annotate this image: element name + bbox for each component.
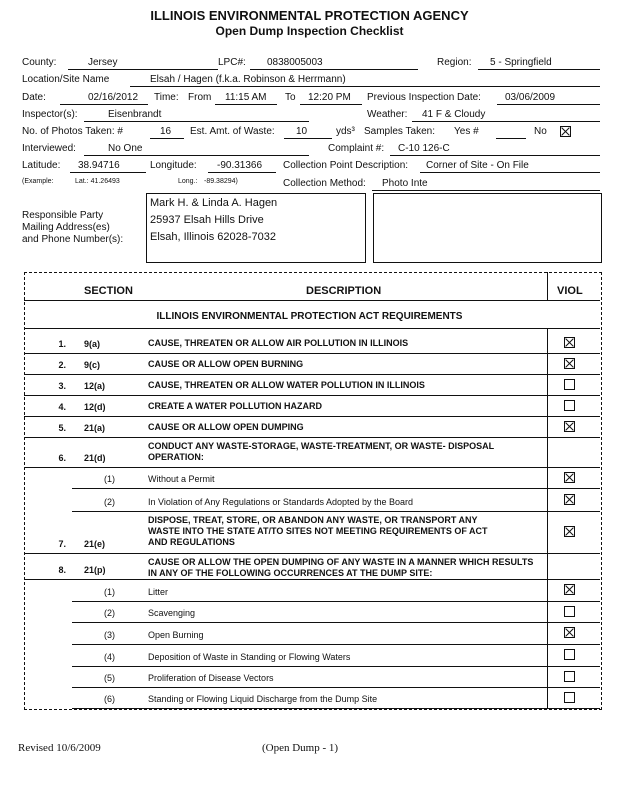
inspector-label: Inspector(s):	[22, 109, 78, 120]
samples-no-checkbox[interactable]	[560, 126, 571, 137]
row-divider	[72, 666, 600, 667]
violation-checkbox[interactable]	[564, 671, 575, 682]
date-label: Date:	[22, 92, 46, 103]
violation-checkbox[interactable]	[564, 358, 575, 369]
cp-method-label: Collection Method:	[283, 178, 366, 189]
example-long-label: Long.:	[178, 178, 198, 185]
row-section: 21(p)	[84, 565, 106, 575]
row-divider	[72, 511, 600, 512]
to-label: To	[285, 92, 296, 103]
waste-label: Est. Amt. of Waste:	[190, 126, 275, 137]
interviewed-label: Interviewed:	[22, 143, 76, 154]
row-divider	[24, 374, 600, 375]
act-banner: ILLINOIS ENVIRONMENTAL PROTECTION ACT REQUIREMENTS	[156, 311, 463, 322]
party-label-3: and Phone Number(s):	[22, 234, 124, 245]
party-line-2: 25937 Elsah Hills Drive	[150, 214, 264, 226]
violation-checkbox[interactable]	[564, 692, 575, 703]
row-divider	[24, 416, 600, 417]
violation-checkbox[interactable]	[564, 526, 575, 537]
example-long: -89.38294)	[204, 178, 238, 185]
samples-label: Samples Taken:	[364, 126, 435, 137]
row-divider	[24, 437, 600, 438]
row-section: 21(e)	[84, 539, 106, 549]
region-value[interactable]: 5 - Springfield	[490, 57, 552, 68]
violation-checkbox[interactable]	[564, 337, 575, 348]
party-label-2: Mailing Address(es)	[22, 222, 110, 233]
row-divider	[24, 395, 600, 396]
example-lat: Lat.: 41.26493	[75, 178, 120, 185]
previous-inspection-label: Previous Inspection Date:	[367, 92, 481, 103]
time-label: Time:	[154, 92, 179, 103]
example-label: (Example:	[22, 178, 54, 185]
sub-description: Deposition of Waste in Standing or Flowing Waters	[148, 652, 351, 662]
waste-unit: yds³	[336, 126, 355, 137]
row-description-line: OPERATION:	[148, 452, 204, 462]
secondary-party-box[interactable]	[373, 193, 602, 263]
interviewed-value[interactable]: No One	[108, 143, 143, 154]
location-label: Location/Site Name	[22, 74, 110, 85]
latitude-label: Latitude:	[22, 160, 61, 171]
row-number: 2.	[58, 360, 66, 370]
row-description-line: AND REGULATIONS	[148, 537, 235, 547]
location-value[interactable]: Elsah / Hagen (f.k.a. Robinson & Herrmann)	[150, 74, 346, 85]
violation-checkbox[interactable]	[564, 584, 575, 595]
lpc-value[interactable]: 0838005003	[267, 57, 323, 68]
samples-yes-label: Yes #	[454, 126, 479, 137]
violation-checkbox[interactable]	[564, 494, 575, 505]
sub-description: Standing or Flowing Liquid Discharge from the Dump Site	[148, 694, 378, 704]
party-label-1: Responsible Party	[22, 210, 104, 221]
complaint-value[interactable]: C-10 126-C	[398, 143, 450, 154]
row-divider	[24, 467, 600, 468]
sub-description: In Violation of Any Regulations or Standards Adopted by the Board	[148, 497, 414, 507]
cp-method-value[interactable]: Photo Inte	[382, 178, 428, 189]
row-number: 5.	[58, 423, 66, 433]
from-label: From	[188, 92, 212, 103]
weather-label: Weather:	[367, 109, 408, 120]
date-value[interactable]: 02/16/2012	[88, 92, 139, 103]
row-divider	[72, 687, 600, 688]
responsible-party-box[interactable]	[146, 193, 366, 263]
violation-checkbox[interactable]	[564, 379, 575, 390]
row-number: 6.	[58, 453, 66, 463]
col-section: SECTION	[84, 285, 133, 297]
row-section: 12(d)	[84, 402, 106, 412]
time-from-value[interactable]: 11:15 AM	[225, 92, 267, 103]
sub-description: Proliferation of Disease Vectors	[148, 673, 274, 683]
col-description: DESCRIPTION	[306, 285, 382, 297]
row-divider	[24, 579, 600, 580]
previous-inspection-value[interactable]: 03/06/2009	[505, 92, 556, 103]
sub-number: (1)	[104, 474, 115, 484]
sub-number: (6)	[104, 694, 115, 704]
lpc-label: LPC#:	[218, 57, 246, 68]
page-label: (Open Dump - 1)	[262, 742, 339, 754]
row-number: 8.	[58, 565, 66, 575]
row-section: 9(c)	[84, 360, 101, 370]
latitude-value[interactable]: 38.94716	[78, 160, 120, 171]
sub-number: (3)	[104, 630, 115, 640]
form-title: Open Dump Inspection Checklist	[215, 24, 404, 38]
waste-value[interactable]: 10	[296, 126, 308, 137]
row-description: CREATE A WATER POLLUTION HAZARD	[148, 401, 322, 411]
row-divider	[24, 353, 600, 354]
row-divider	[72, 644, 600, 645]
sub-number: (4)	[104, 652, 115, 662]
party-line-1: Mark H. & Linda A. Hagen	[150, 197, 278, 209]
violation-checkbox[interactable]	[564, 400, 575, 411]
sub-number: (2)	[104, 608, 115, 618]
row-number: 7.	[58, 539, 66, 549]
row-number: 1.	[58, 339, 66, 349]
row-number: 4.	[58, 402, 66, 412]
photos-value[interactable]: 16	[160, 126, 172, 137]
cp-description-label: Collection Point Description:	[283, 160, 409, 171]
row-divider	[24, 553, 600, 554]
inspector-value[interactable]: Eisenbrandt	[108, 109, 162, 120]
row-description: CAUSE OR ALLOW OPEN BURNING	[148, 359, 304, 369]
row-section: 21(d)	[84, 453, 106, 463]
complaint-label: Complaint #:	[328, 143, 385, 154]
row-number: 3.	[58, 381, 66, 391]
violation-checkbox[interactable]	[564, 649, 575, 660]
photos-label: No. of Photos Taken: #	[22, 126, 123, 137]
party-line-3: Elsah, Illinois 62028-7032	[150, 231, 276, 243]
sub-description: Open Burning	[148, 630, 204, 640]
sub-description: Scavenging	[148, 608, 196, 618]
violation-checkbox[interactable]	[564, 606, 575, 617]
sub-number: (2)	[104, 497, 115, 507]
violation-checkbox[interactable]	[564, 472, 575, 483]
violation-checkbox[interactable]	[564, 627, 575, 638]
row-divider	[72, 708, 600, 709]
row-description-line: DISPOSE, TREAT, STORE, OR ABANDON ANY WASTE, OR TRANSPORT ANY	[148, 515, 478, 525]
row-divider	[72, 601, 600, 602]
row-description-line: CONDUCT ANY WASTE-STORAGE, WASTE-TREATMENT, OR WASTE- DISPOSAL	[148, 441, 495, 451]
row-description: CAUSE, THREATEN OR ALLOW AIR POLLUTION IN ILLINOIS	[148, 338, 409, 348]
revised-date: Revised 10/6/2009	[18, 742, 101, 754]
col-viol: VIOL	[557, 285, 583, 297]
row-section: 12(a)	[84, 381, 106, 391]
row-section: 9(a)	[84, 339, 101, 349]
row-description-line: CAUSE OR ALLOW THE OPEN DUMPING OF ANY WASTE IN A MANNER WHICH RESULTS	[148, 557, 534, 567]
row-description: CAUSE OR ALLOW OPEN DUMPING	[148, 422, 304, 432]
cp-description-value[interactable]: Corner of Site - On File	[426, 160, 529, 171]
county-label: County:	[22, 57, 57, 68]
sub-description: Litter	[148, 587, 169, 597]
sub-description: Without a Permit	[148, 474, 215, 484]
county-value[interactable]: Jersey	[88, 57, 118, 68]
weather-value[interactable]: 41 F & Cloudy	[422, 109, 486, 120]
samples-no-label: No	[534, 126, 547, 137]
sub-number: (1)	[104, 587, 115, 597]
row-section: 21(a)	[84, 423, 106, 433]
region-label: Region:	[437, 57, 472, 68]
row-description: CAUSE, THREATEN OR ALLOW WATER POLLUTION IN ILLINOIS	[148, 380, 425, 390]
longitude-label: Longitude:	[150, 160, 197, 171]
agency-title: ILLINOIS ENVIRONMENTAL PROTECTION AGENCY	[150, 8, 469, 23]
longitude-value[interactable]: -90.31366	[217, 160, 263, 171]
row-divider	[72, 622, 600, 623]
time-to-value[interactable]: 12:20 PM	[308, 92, 351, 103]
row-description-line: WASTE INTO THE STATE AT/TO SITES NOT MEETING REQUIREMENTS OF ACT	[148, 526, 488, 536]
violation-checkbox[interactable]	[564, 421, 575, 432]
row-description-line: IN ANY OF THE FOLLOWING OCCURRENCES AT THE DUMP SITE:	[148, 568, 433, 578]
sub-number: (5)	[104, 673, 115, 683]
row-divider	[72, 488, 600, 489]
